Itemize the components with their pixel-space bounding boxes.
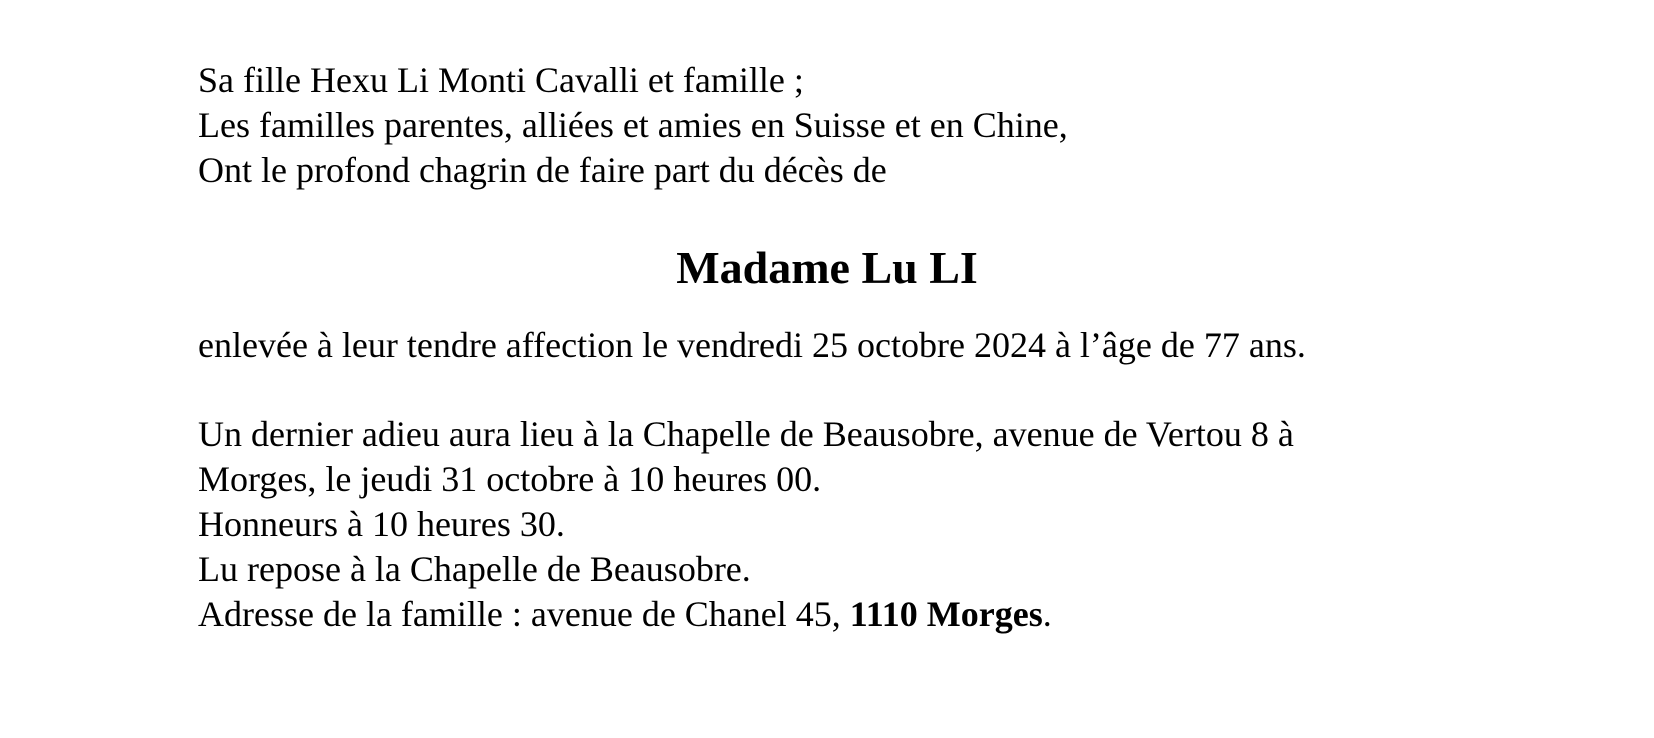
ceremony-line-date: Morges, le jeudi 31 octobre à 10 heures 00.	[198, 459, 822, 499]
passing-statement: enlevée à leur tendre affection le vendredi 25 octobre 2024 à l’âge de 77 ans.	[198, 325, 1306, 365]
family-address-suffix: .	[1042, 594, 1052, 634]
intro-line-families: Les familles parentes, alliées et amies en Suisse et en Chine,	[198, 105, 1068, 145]
ceremony-line-location: Un dernier adieu aura lieu à la Chapelle de Beausobre, avenue de Vertou 8 à	[198, 414, 1294, 454]
family-address-city: 1110 Morges	[849, 594, 1043, 634]
ceremony-line-repose: Lu repose à la Chapelle de Beausobre.	[198, 549, 751, 589]
family-address	[198, 592, 1052, 637]
intro-line-daughter: Sa fille Hexu Li Monti Cavalli et famille ;	[198, 60, 804, 100]
ceremony-line-honours: Honneurs à 10 heures 30.	[198, 504, 565, 544]
family-address-prefix: Adresse de la famille : avenue de Chanel 45,	[198, 594, 850, 634]
intro-line-announcement: Ont le profond chagrin de faire part du décès de	[198, 150, 887, 190]
deceased-name-heading: Madame Lu LI	[676, 242, 978, 293]
